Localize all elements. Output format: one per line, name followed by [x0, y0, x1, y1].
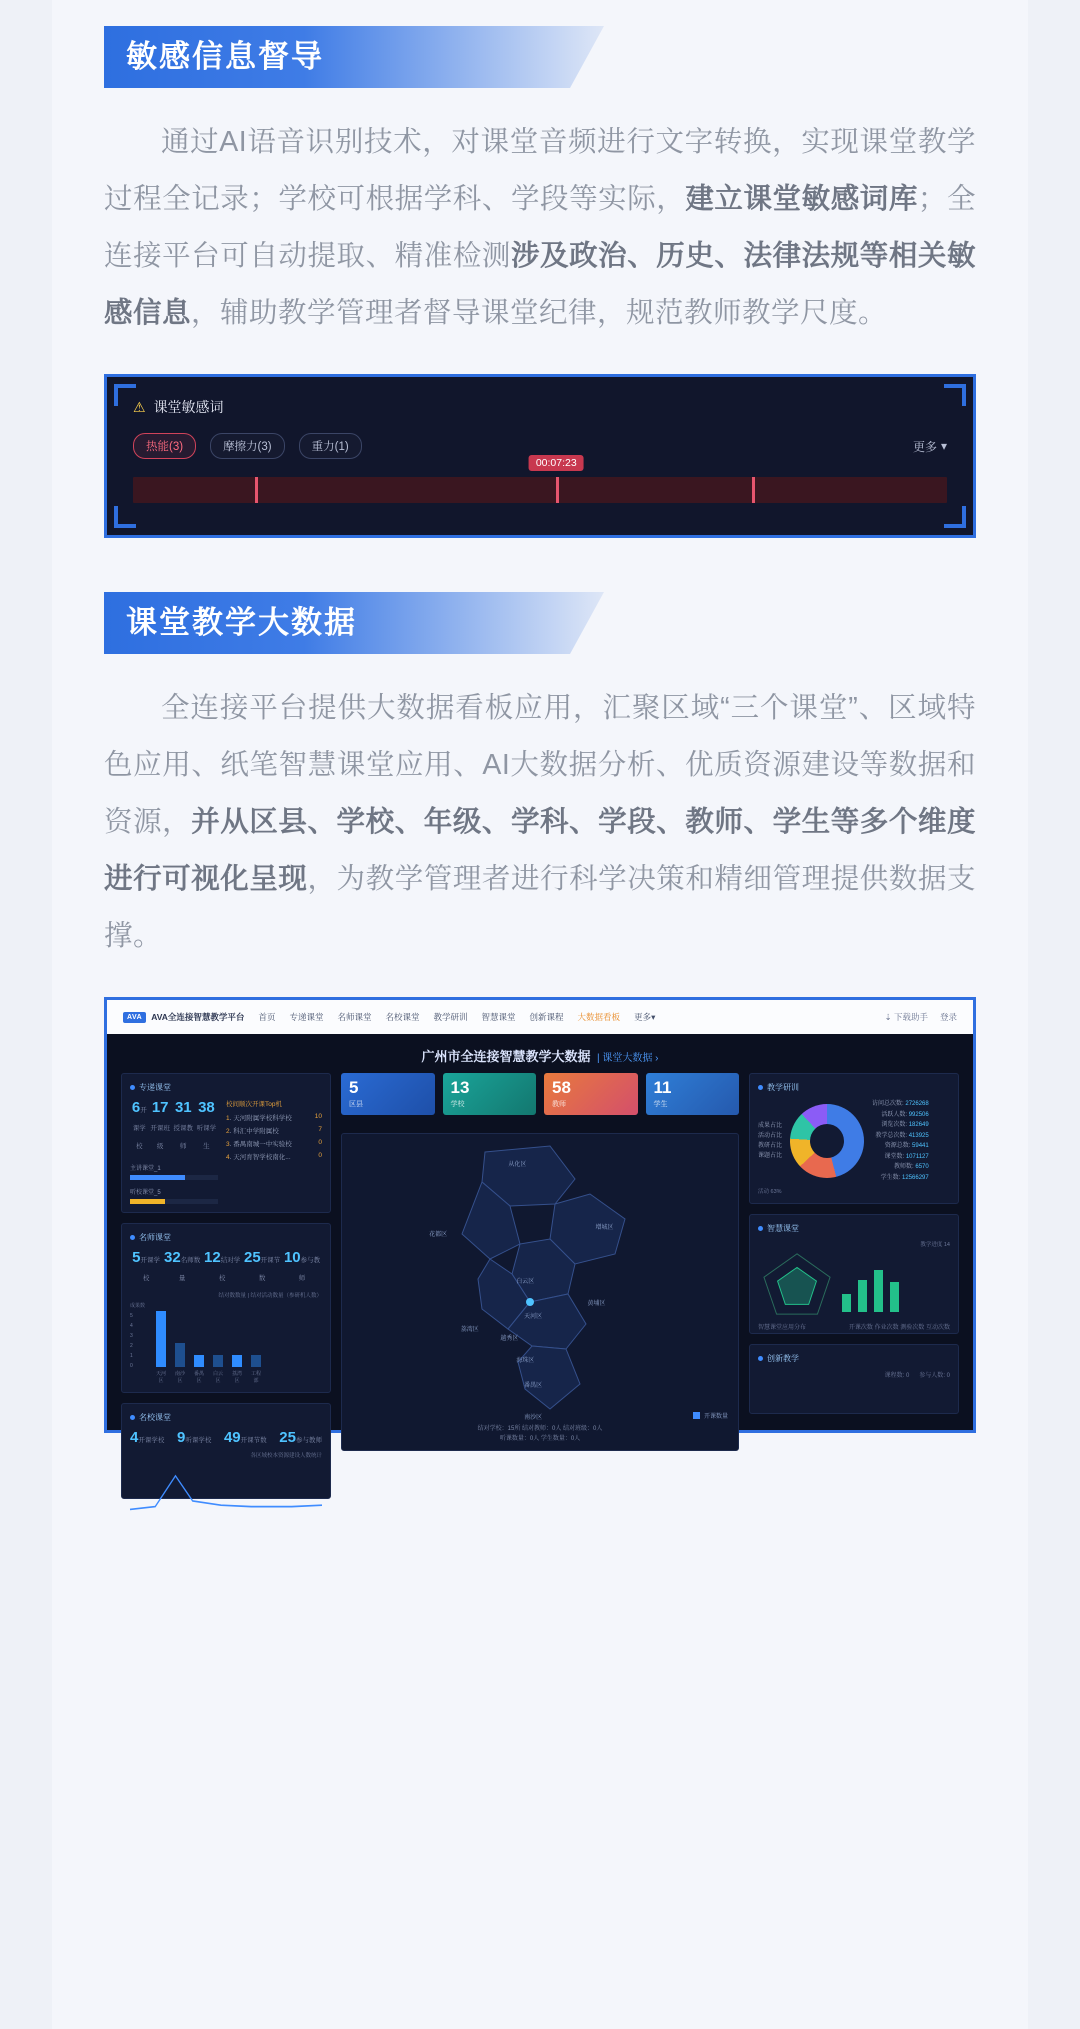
- stat-item: 10参与教师: [283, 1249, 321, 1282]
- bar: [175, 1343, 185, 1367]
- dashboard-navbar: [107, 1000, 973, 1034]
- map-label: 黄埔区: [587, 1301, 606, 1308]
- panel-title: [758, 1082, 950, 1093]
- stat-item: 5开课学校: [132, 1249, 160, 1282]
- screenshot-dashboard: [104, 997, 976, 1459]
- paragraph-bigdata: 全连接平台提供大数据看板应用，汇聚区域“三个课堂”、区域特色应用、纸笔智慧课堂应用、AI大数据分析、优质资源建设等数据和资源，并从区县、学校、年级、学科、学段、教师、学生等多个维度进行可视化呈现，为教学管理者进行科学决策和精细管理提供数据支撑。: [104, 692, 976, 952]
- bar: [890, 1282, 899, 1312]
- stat-row: [130, 1429, 322, 1447]
- kpi-card-0: 5 区县: [341, 1073, 435, 1115]
- nav-item-5[interactable]: 智慧课堂: [481, 1012, 516, 1022]
- progress-track: [130, 1175, 218, 1180]
- bullet-icon: [130, 1415, 135, 1420]
- stat-item: 25开课节数: [243, 1249, 281, 1282]
- nav-item-3[interactable]: 名校课堂: [385, 1012, 420, 1022]
- donut-chart: [790, 1104, 864, 1178]
- heading-text: 课堂教学大数据: [126, 605, 357, 640]
- panel-title-text: 名师课堂: [139, 1233, 171, 1242]
- panel-title: [130, 1082, 322, 1093]
- bullet-icon: [758, 1226, 763, 1231]
- progress-label: 听校课堂_5: [130, 1190, 161, 1196]
- panel-title: [130, 1232, 322, 1243]
- progress-list: [130, 1163, 218, 1204]
- dashboard-subtitle[interactable]: | 课堂大数据 ›: [594, 1053, 659, 1064]
- bar: [194, 1355, 204, 1367]
- rank-row: 2. 科汇中学附属校 7: [226, 1126, 322, 1135]
- section-heading-bigdata: [104, 592, 976, 654]
- mini-bar-chart: [842, 1254, 899, 1312]
- section-sensitive: [104, 0, 976, 538]
- sensitive-panel-title-text: 课堂敏感词: [153, 399, 224, 415]
- kpi-row: [341, 1073, 739, 1115]
- bullet-icon: [758, 1356, 763, 1361]
- nav-item-4[interactable]: 教学研训: [433, 1012, 468, 1022]
- panel-special-class: [121, 1073, 331, 1213]
- panel-title: [758, 1223, 950, 1234]
- stat-item: 32名师数量: [164, 1249, 201, 1282]
- map-label: 天河区: [524, 1313, 543, 1320]
- panel-title-text: 智慧课堂: [767, 1224, 799, 1233]
- stat-item: 17开课班级: [150, 1099, 170, 1150]
- panel-title-text: 创新教学: [767, 1354, 799, 1363]
- nav-item-7-active[interactable]: 大数据看板: [577, 1012, 621, 1022]
- timeline-marker[interactable]: [556, 477, 559, 503]
- nav-item-1[interactable]: 专递课堂: [289, 1012, 324, 1022]
- panel-title: [130, 1412, 322, 1423]
- bar: [858, 1280, 867, 1312]
- chart-x-axis: 天河区 南沙区 番禺区 白云区 荔湾区 工程部: [156, 1371, 262, 1384]
- kpi-card-1: 13 学校: [443, 1073, 537, 1115]
- map-label: 番禺区: [524, 1383, 543, 1390]
- map-footer: 结对学校：15所 结对教师：0人 结对班级：0人 听课数量：0人 学生数量：0人: [477, 1426, 603, 1442]
- sensitive-chip-2[interactable]: 重力(1): [299, 433, 362, 459]
- heading-text: 敏感信息督导: [126, 39, 324, 74]
- bullet-icon: [130, 1235, 135, 1240]
- research-stats: 访问总次数: 2726268 活跃人数: 992506 浏览次数: 182649 教学总次数: 413925 资源总数: 59441 课堂数: 1071127 教师数: 6570 学生数: 12566297: [872, 1101, 929, 1181]
- corner-mark-top-left: [114, 384, 136, 406]
- bar: [156, 1311, 166, 1367]
- stat-item: 9听课学校: [176, 1429, 212, 1446]
- smart-class-charts: [758, 1248, 950, 1318]
- stat-item: 4开课学校: [130, 1429, 165, 1446]
- logo-mark-icon: AVA: [123, 1012, 146, 1023]
- section-heading-sensitive: [104, 26, 976, 88]
- panel-title-text: 名校课堂: [139, 1413, 171, 1422]
- brand-logo[interactable]: [123, 1011, 244, 1023]
- chart-note: 各区域校本资源建设人数统计: [250, 1453, 322, 1459]
- timeline-marker[interactable]: [752, 477, 755, 503]
- stat-row: [130, 1249, 322, 1285]
- dashboard-center-column: [341, 1073, 739, 1499]
- stat-row: [130, 1099, 218, 1153]
- map-legend: 开课数量: [693, 1411, 728, 1420]
- region-map[interactable]: [341, 1133, 739, 1451]
- more-button[interactable]: [913, 438, 947, 455]
- stat-item: 12结对学校: [204, 1249, 241, 1282]
- sensitive-panel-title: [133, 397, 947, 417]
- dashboard-right-column: [749, 1073, 959, 1499]
- bar-chart: [146, 1305, 322, 1367]
- map-label: 增城区: [595, 1225, 614, 1232]
- audio-timeline[interactable]: [133, 457, 947, 503]
- chevron-down-icon: ▾: [940, 439, 947, 453]
- map-label: 白云区: [516, 1279, 535, 1286]
- panel-title-text: 教学研训: [767, 1083, 799, 1092]
- rank-row: 1. 天河附属学校科学校 10: [226, 1113, 322, 1122]
- screenshot-sensitive-panel: [104, 374, 976, 538]
- progress-track: [130, 1199, 218, 1204]
- panel-famous-school: [121, 1403, 331, 1499]
- warning-icon: ⚠: [133, 399, 146, 415]
- map-label: 海珠区: [516, 1358, 535, 1365]
- stat-item: 38听课学生: [196, 1099, 217, 1150]
- bar: [842, 1294, 851, 1312]
- kpi-card-3: 11 学生: [646, 1073, 740, 1115]
- panel-innovation: [749, 1344, 959, 1414]
- bullet-icon: [130, 1085, 135, 1090]
- rank-row: 3. 番禺南城一中实验校 0: [226, 1139, 322, 1148]
- legend-swatch: [693, 1412, 700, 1419]
- paragraph-sensitive: 通过AI语音识别技术，对课堂音频进行文字转换，实现课堂教学过程全记录；学校可根据学科、学段等实际，建立课堂敏感词库；全连接平台可自动提取、精准检测涉及政治、历史、法律法规等相关敏感信息，辅助教学管理者督导课堂纪律，规范教师教学尺度。: [104, 126, 976, 329]
- stat-item: 49开课节数: [223, 1429, 267, 1446]
- donut-legend: 成果占比 活动占比 教研占比 课题占比: [758, 1123, 783, 1159]
- rank-row: 4. 天河育智学校南化... 0: [226, 1152, 322, 1161]
- stat-item: 25参与教师: [279, 1429, 322, 1446]
- login-link[interactable]: 登录: [939, 1012, 957, 1022]
- panel-famous-teacher: [121, 1223, 331, 1393]
- dashboard-title: [107, 1034, 973, 1073]
- progress-label: 主讲课堂_1: [130, 1166, 161, 1172]
- sensitive-chip-0[interactable]: 热能(3): [133, 433, 196, 459]
- stat-item: 6开课学校: [131, 1099, 147, 1150]
- progress-fill: [130, 1175, 185, 1180]
- panel-smart-class: [749, 1214, 959, 1334]
- bullet-icon: [758, 1085, 763, 1090]
- map-label: 荔湾区: [460, 1326, 479, 1333]
- dashboard-title-text: 广州市全连接智慧教学大数据: [421, 1049, 591, 1064]
- panel-teaching-research: [749, 1073, 959, 1204]
- sensitive-chip-1[interactable]: 摩擦力(3): [210, 433, 285, 459]
- map-label: 花都区: [429, 1231, 448, 1238]
- innovation-stats: 课程数: 0 参与人数: 0: [884, 1373, 950, 1379]
- chart-legend: 结对数数量 | 结对活动数量（参研机人数）: [218, 1293, 322, 1299]
- smart-class-note: 教学进度 14: [920, 1242, 950, 1248]
- timeline-time-badge: 00:07:23: [529, 455, 584, 471]
- nav-item-6[interactable]: 创新课程: [529, 1012, 564, 1022]
- corner-mark-bottom-left: [114, 506, 136, 528]
- nav-item-0[interactable]: 首页: [258, 1012, 276, 1022]
- smart-class-axis: 智慧课堂应用分布 开课次数 作业次数 测验次数 互动次数: [758, 1325, 950, 1331]
- line-chart: [130, 1459, 322, 1515]
- nav-right-group: [884, 1011, 957, 1023]
- map-label: 南沙区: [524, 1415, 543, 1422]
- download-helper-link[interactable]: ⇣ 下载助手: [884, 1012, 928, 1022]
- bar: [874, 1270, 883, 1312]
- donut-chart-wrap: [758, 1099, 950, 1183]
- nav-item-2[interactable]: 名师课堂: [337, 1012, 372, 1022]
- map-label: 从化区: [508, 1162, 527, 1169]
- logo-text: AVA全连接智慧教学平台: [151, 1012, 245, 1022]
- section-bigdata: [104, 538, 976, 1459]
- corner-mark-top-right: [944, 384, 966, 406]
- document-page: [52, 0, 1028, 2029]
- corner-mark-bottom-right: [944, 506, 966, 528]
- more-label: 更多: [912, 439, 937, 454]
- nav-item-8[interactable]: 更多▾: [634, 1012, 656, 1022]
- bar: [232, 1355, 242, 1367]
- rank-title: 校间顺次开课Top机: [226, 1101, 282, 1108]
- radar-chart: [758, 1248, 836, 1318]
- panel-title: [758, 1353, 950, 1364]
- kpi-card-2: 58 教师: [544, 1073, 638, 1115]
- chevron-down-icon: ▾: [651, 1012, 656, 1022]
- dashboard-left-column: [121, 1073, 331, 1499]
- chart-y-axis: 成果数 5 4 3 2 1 0: [130, 1303, 146, 1369]
- dashboard-body: [107, 1073, 973, 1499]
- bar: [251, 1355, 261, 1367]
- panel-title-text: 专递课堂: [139, 1083, 171, 1092]
- stat-item: 31授课教师: [173, 1099, 194, 1150]
- progress-fill: [130, 1199, 165, 1204]
- donut-bottom-label: 活动 63%: [758, 1189, 782, 1195]
- timeline-marker[interactable]: [255, 477, 258, 503]
- map-label: 越秀区: [500, 1336, 519, 1343]
- bar: [213, 1355, 223, 1367]
